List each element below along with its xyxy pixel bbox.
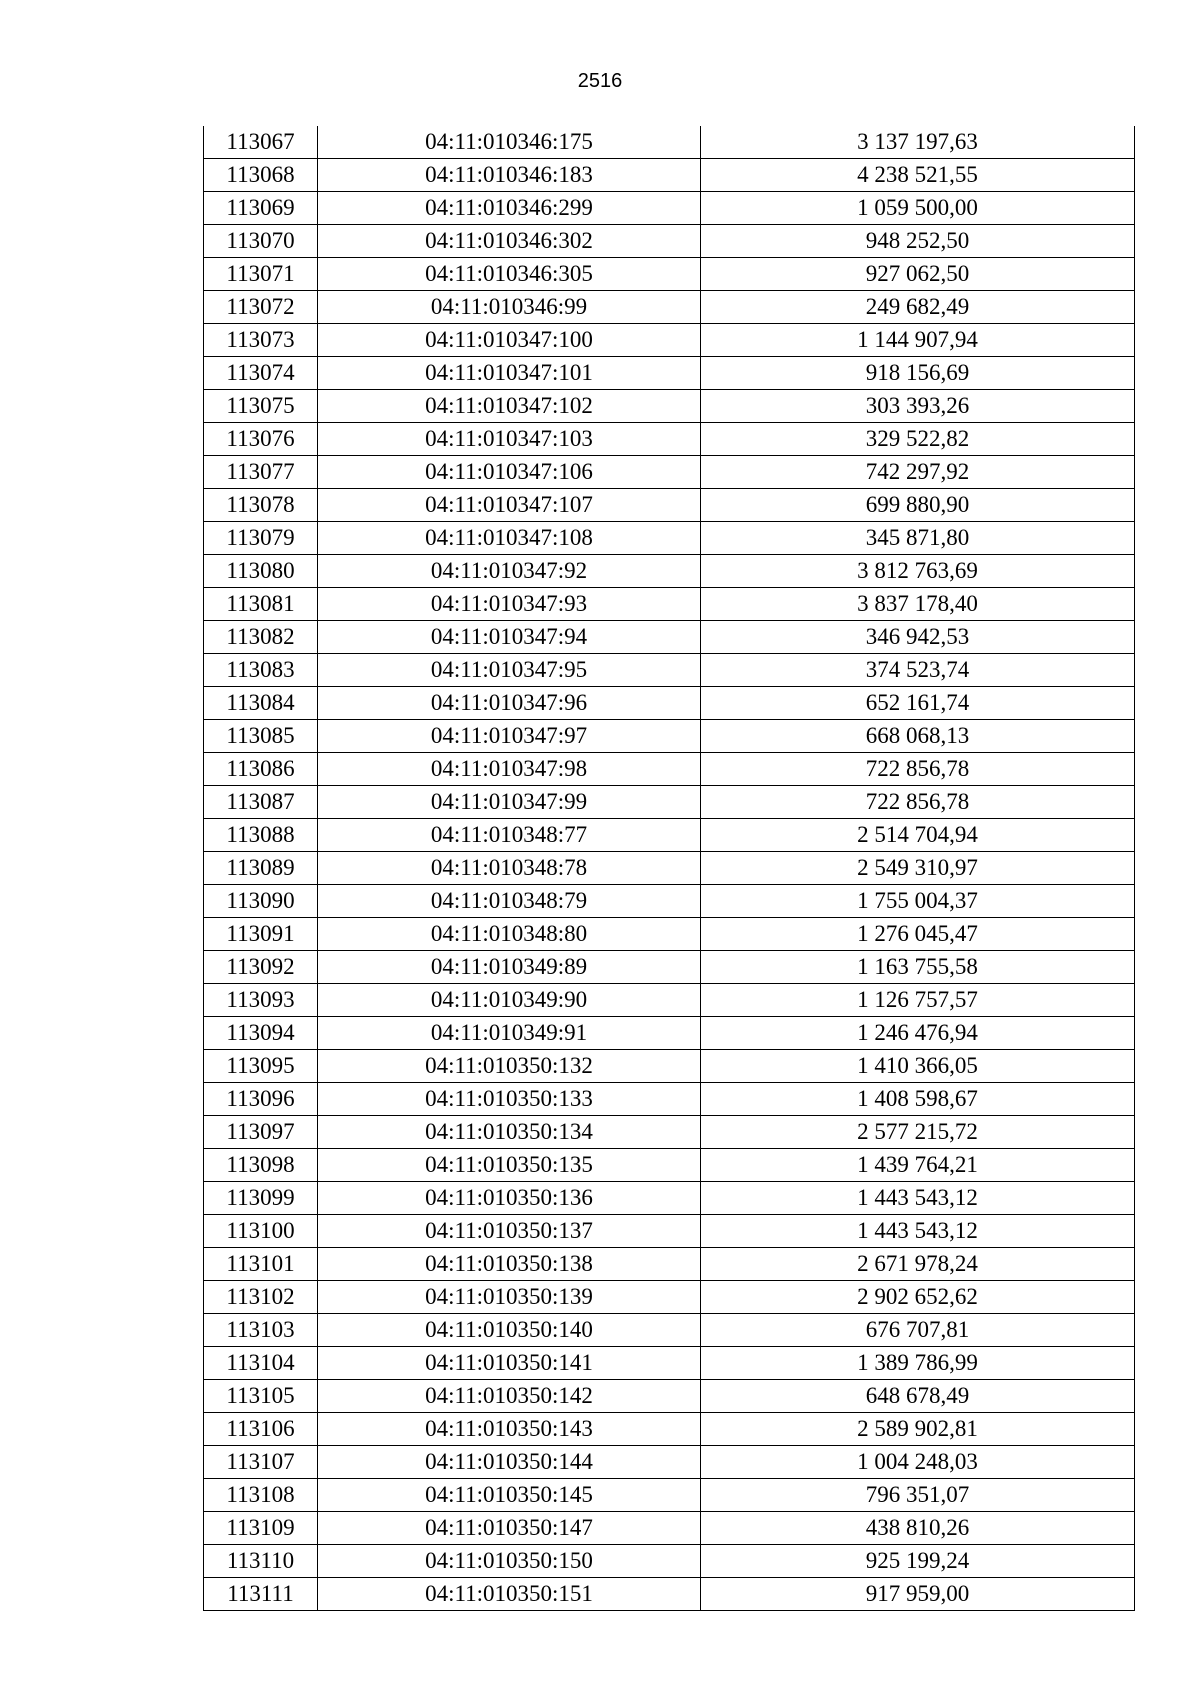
row-number-cell: 113099	[204, 1182, 318, 1215]
cadastral-number-cell: 04:11:010350:133	[318, 1083, 701, 1116]
table-row	[204, 192, 1135, 225]
page-number: 2516	[577, 70, 623, 92]
cadastral-number-cell: 04:11:010347:92	[318, 555, 701, 588]
row-number-cell: 113108	[204, 1479, 318, 1512]
row-number-cell: 113109	[204, 1512, 318, 1545]
row-number-cell: 113106	[204, 1413, 318, 1446]
row-number-cell: 113093	[204, 984, 318, 1017]
table-row	[204, 1314, 1135, 1347]
cadastral-number-cell: 04:11:010346:305	[318, 258, 701, 291]
cadastral-value-cell: 1 389 786,99	[701, 1347, 1135, 1380]
cadastral-number-cell: 04:11:010347:107	[318, 489, 701, 522]
table-row	[204, 390, 1135, 423]
row-number-cell: 113105	[204, 1380, 318, 1413]
row-number-cell: 113103	[204, 1314, 318, 1347]
table-row	[204, 687, 1135, 720]
row-number-cell: 113081	[204, 588, 318, 621]
table-row	[204, 654, 1135, 687]
cadastral-number-cell: 04:11:010350:145	[318, 1479, 701, 1512]
cadastral-value-cell: 2 902 652,62	[701, 1281, 1135, 1314]
cadastral-number-cell: 04:11:010349:89	[318, 951, 701, 984]
cadastral-number-cell: 04:11:010350:143	[318, 1413, 701, 1446]
row-number-cell: 113071	[204, 258, 318, 291]
row-number-cell: 113070	[204, 225, 318, 258]
cadastral-number-cell: 04:11:010350:144	[318, 1446, 701, 1479]
table-row	[204, 522, 1135, 555]
table-row	[204, 621, 1135, 654]
cadastral-value-cell: 652 161,74	[701, 687, 1135, 720]
cadastral-value-cell: 1 443 543,12	[701, 1215, 1135, 1248]
cadastral-value-cell: 2 577 215,72	[701, 1116, 1135, 1149]
row-number-cell: 113084	[204, 687, 318, 720]
cadastral-number-cell: 04:11:010346:299	[318, 192, 701, 225]
table-row	[204, 753, 1135, 786]
row-number-cell: 113104	[204, 1347, 318, 1380]
row-number-cell: 113080	[204, 555, 318, 588]
cadastral-value-cell: 722 856,78	[701, 753, 1135, 786]
table-row	[204, 1347, 1135, 1380]
cadastral-number-cell: 04:11:010350:134	[318, 1116, 701, 1149]
cadastral-value-cell: 1 144 907,94	[701, 324, 1135, 357]
cadastral-number-cell: 04:11:010347:95	[318, 654, 701, 687]
row-number-cell: 113069	[204, 192, 318, 225]
table-row	[204, 1512, 1135, 1545]
cadastral-number-cell: 04:11:010346:175	[318, 126, 701, 159]
table-row	[204, 885, 1135, 918]
cadastral-value-cell: 796 351,07	[701, 1479, 1135, 1512]
table-row	[204, 918, 1135, 951]
row-number-cell: 113072	[204, 291, 318, 324]
row-number-cell: 113086	[204, 753, 318, 786]
row-number-cell: 113067	[204, 126, 318, 159]
cadastral-value-cell: 918 156,69	[701, 357, 1135, 390]
row-number-cell: 113077	[204, 456, 318, 489]
cadastral-number-cell: 04:11:010348:80	[318, 918, 701, 951]
cadastral-number-cell: 04:11:010349:91	[318, 1017, 701, 1050]
cadastral-value-cell: 1 246 476,94	[701, 1017, 1135, 1050]
cadastral-number-cell: 04:11:010347:96	[318, 687, 701, 720]
cadastral-value-cell: 648 678,49	[701, 1380, 1135, 1413]
cadastral-number-cell: 04:11:010350:136	[318, 1182, 701, 1215]
table-row	[204, 1413, 1135, 1446]
cadastral-number-cell: 04:11:010350:132	[318, 1050, 701, 1083]
cadastral-number-cell: 04:11:010347:94	[318, 621, 701, 654]
table-row	[204, 852, 1135, 885]
table-row	[204, 1182, 1135, 1215]
cadastral-value-cell: 699 880,90	[701, 489, 1135, 522]
table-row	[204, 1116, 1135, 1149]
cadastral-value-cell: 917 959,00	[701, 1578, 1135, 1611]
table-row	[204, 1446, 1135, 1479]
row-number-cell: 113068	[204, 159, 318, 192]
row-number-cell: 113082	[204, 621, 318, 654]
cadastral-value-cell: 3 137 197,63	[701, 126, 1135, 159]
cadastral-number-cell: 04:11:010350:142	[318, 1380, 701, 1413]
row-number-cell: 113097	[204, 1116, 318, 1149]
cadastral-value-cell: 676 707,81	[701, 1314, 1135, 1347]
cadastral-value-cell: 668 068,13	[701, 720, 1135, 753]
table-row	[204, 1380, 1135, 1413]
cadastral-value-cell: 303 393,26	[701, 390, 1135, 423]
table-row	[204, 1149, 1135, 1182]
cadastral-number-cell: 04:11:010347:101	[318, 357, 701, 390]
row-number-cell: 113096	[204, 1083, 318, 1116]
cadastral-number-cell: 04:11:010346:99	[318, 291, 701, 324]
cadastral-number-cell: 04:11:010348:78	[318, 852, 701, 885]
table-row	[204, 819, 1135, 852]
table-row	[204, 1215, 1135, 1248]
cadastral-value-cell: 2 589 902,81	[701, 1413, 1135, 1446]
cadastral-value-cell: 374 523,74	[701, 654, 1135, 687]
cadastral-value-cell: 2 514 704,94	[701, 819, 1135, 852]
table-row	[204, 588, 1135, 621]
table-row	[204, 1248, 1135, 1281]
row-number-cell: 113095	[204, 1050, 318, 1083]
cadastral-number-cell: 04:11:010347:106	[318, 456, 701, 489]
cadastral-number-cell: 04:11:010350:135	[318, 1149, 701, 1182]
table-row	[204, 225, 1135, 258]
cadastral-value-cell: 1 408 598,67	[701, 1083, 1135, 1116]
cadastral-value-cell: 1 439 764,21	[701, 1149, 1135, 1182]
cadastral-number-cell: 04:11:010350:137	[318, 1215, 701, 1248]
row-number-cell: 113085	[204, 720, 318, 753]
row-number-cell: 113087	[204, 786, 318, 819]
cadastral-number-cell: 04:11:010348:77	[318, 819, 701, 852]
row-number-cell: 113094	[204, 1017, 318, 1050]
table-body	[204, 126, 1135, 1611]
cadastral-value-cell: 948 252,50	[701, 225, 1135, 258]
cadastral-value-cell: 3 837 178,40	[701, 588, 1135, 621]
row-number-cell: 113111	[204, 1578, 318, 1611]
cadastral-value-cell: 1 410 366,05	[701, 1050, 1135, 1083]
table-row	[204, 456, 1135, 489]
row-number-cell: 113101	[204, 1248, 318, 1281]
row-number-cell: 113075	[204, 390, 318, 423]
row-number-cell: 113073	[204, 324, 318, 357]
table-row	[204, 984, 1135, 1017]
row-number-cell: 113078	[204, 489, 318, 522]
cadastral-value-cell: 927 062,50	[701, 258, 1135, 291]
cadastral-value-cell: 249 682,49	[701, 291, 1135, 324]
cadastral-number-cell: 04:11:010350:151	[318, 1578, 701, 1611]
table-row	[204, 786, 1135, 819]
cadastral-value-cell: 1 276 045,47	[701, 918, 1135, 951]
row-number-cell: 113083	[204, 654, 318, 687]
row-number-cell: 113079	[204, 522, 318, 555]
cadastral-value-cell: 722 856,78	[701, 786, 1135, 819]
table-row	[204, 1479, 1135, 1512]
table-row	[204, 951, 1135, 984]
table-row	[204, 720, 1135, 753]
table-row	[204, 324, 1135, 357]
cadastral-number-cell: 04:11:010349:90	[318, 984, 701, 1017]
table-row	[204, 489, 1135, 522]
table-row	[204, 423, 1135, 456]
cadastral-value-cell: 1 163 755,58	[701, 951, 1135, 984]
cadastral-value-cell: 2 549 310,97	[701, 852, 1135, 885]
row-number-cell: 113102	[204, 1281, 318, 1314]
row-number-cell: 113100	[204, 1215, 318, 1248]
row-number-cell: 113110	[204, 1545, 318, 1578]
cadastral-value-cell: 1 004 248,03	[701, 1446, 1135, 1479]
table-row	[204, 1578, 1135, 1611]
row-number-cell: 113089	[204, 852, 318, 885]
cadastral-number-cell: 04:11:010350:147	[318, 1512, 701, 1545]
cadastral-number-cell: 04:11:010347:102	[318, 390, 701, 423]
cadastral-number-cell: 04:11:010347:98	[318, 753, 701, 786]
table-row	[204, 126, 1135, 159]
cadastral-value-cell: 438 810,26	[701, 1512, 1135, 1545]
cadastral-value-cell: 925 199,24	[701, 1545, 1135, 1578]
cadastral-number-cell: 04:11:010347:97	[318, 720, 701, 753]
cadastral-value-cell: 1 126 757,57	[701, 984, 1135, 1017]
cadastral-number-cell: 04:11:010350:150	[318, 1545, 701, 1578]
cadastral-number-cell: 04:11:010350:140	[318, 1314, 701, 1347]
cadastral-value-cell: 742 297,92	[701, 456, 1135, 489]
row-number-cell: 113107	[204, 1446, 318, 1479]
row-number-cell: 113076	[204, 423, 318, 456]
cadastral-number-cell: 04:11:010347:103	[318, 423, 701, 456]
table-row	[204, 555, 1135, 588]
cadastral-value-cell: 2 671 978,24	[701, 1248, 1135, 1281]
table-row	[204, 1017, 1135, 1050]
cadastral-value-cell: 345 871,80	[701, 522, 1135, 555]
cadastral-value-cell: 1 443 543,12	[701, 1182, 1135, 1215]
cadastral-number-cell: 04:11:010350:138	[318, 1248, 701, 1281]
row-number-cell: 113092	[204, 951, 318, 984]
cadastral-number-cell: 04:11:010347:100	[318, 324, 701, 357]
cadastral-value-cell: 1 755 004,37	[701, 885, 1135, 918]
cadastral-number-cell: 04:11:010346:183	[318, 159, 701, 192]
cadastral-value-cell: 1 059 500,00	[701, 192, 1135, 225]
table-row	[204, 1545, 1135, 1578]
cadastral-value-cell: 346 942,53	[701, 621, 1135, 654]
table-row	[204, 1083, 1135, 1116]
cadastral-number-cell: 04:11:010347:99	[318, 786, 701, 819]
row-number-cell: 113090	[204, 885, 318, 918]
table-row	[204, 357, 1135, 390]
table-row	[204, 291, 1135, 324]
cadastral-number-cell: 04:11:010350:141	[318, 1347, 701, 1380]
cadastral-value-table	[203, 126, 1135, 1611]
cadastral-number-cell: 04:11:010347:93	[318, 588, 701, 621]
table-row	[204, 1050, 1135, 1083]
row-number-cell: 113098	[204, 1149, 318, 1182]
row-number-cell: 113091	[204, 918, 318, 951]
cadastral-number-cell: 04:11:010347:108	[318, 522, 701, 555]
row-number-cell: 113088	[204, 819, 318, 852]
cadastral-number-cell: 04:11:010346:302	[318, 225, 701, 258]
row-number-cell: 113074	[204, 357, 318, 390]
cadastral-value-cell: 3 812 763,69	[701, 555, 1135, 588]
cadastral-value-cell: 329 522,82	[701, 423, 1135, 456]
table-row	[204, 258, 1135, 291]
table-row	[204, 159, 1135, 192]
cadastral-number-cell: 04:11:010348:79	[318, 885, 701, 918]
table-row	[204, 1281, 1135, 1314]
cadastral-number-cell: 04:11:010350:139	[318, 1281, 701, 1314]
cadastral-value-cell: 4 238 521,55	[701, 159, 1135, 192]
